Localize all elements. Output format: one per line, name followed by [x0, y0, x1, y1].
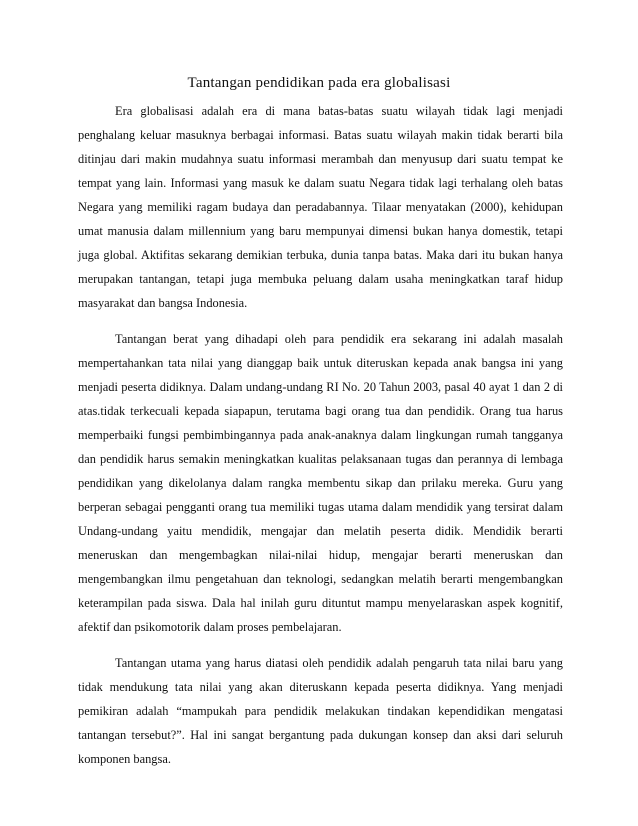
paragraph-line: Undang-undang yaitu mendidik, mengajar dan melatih peserta didik. Mendidik berarti	[78, 524, 563, 538]
paragraph-line: meneruskan dan mengembagkan nilai-nilai hidup, mengajar berarti meneruskan dan	[78, 548, 563, 562]
paragraph-line: juga global. Aktifitas sekarang demikian terbuka, dunia tanpa batas. Maka dari itu bukan hanya	[78, 248, 563, 262]
paragraph-line: berperan sebagai pengganti orang tua memiliki tugas utama dalam mendidik yang tersirat dalam	[78, 500, 563, 514]
paragraph-line: mengembangkan ilmu pengetahuan dan teknologi, sedangkan melatih berarti mengembangkan	[78, 572, 563, 586]
paragraph-line: penghalang keluar masuknya berbagai informasi. Batas suatu wilayah makin tidak berarti bila	[78, 128, 563, 142]
paragraph-1	[78, 99, 563, 315]
document-body	[78, 99, 563, 771]
paragraph-3	[78, 651, 563, 771]
paragraph-line: ditinjau dari makin mudahnya suatu informasi merambah dan menyusup dari suatu tempat ke	[78, 152, 563, 166]
paragraph-line: dan pendidik harus semakin meningkatkan kualitas pelaksanaan tugas dan perannya di lembaga	[78, 452, 563, 466]
document-title: Tantangan pendidikan pada era globalisasi	[187, 75, 451, 91]
paragraph-line: Era globalisasi adalah era di mana batas-batas suatu wilayah tidak lagi menjadi	[115, 104, 563, 118]
paragraph-line: atas.tidak terkecuali kepada siapapun, terutama bagi orang tua dan pendidik. Orang tua harus	[78, 404, 563, 418]
paragraph-line: pemikiran adalah “mampukah para pendidik melakukan tindakan kependidikan mengatasi	[78, 704, 563, 718]
paragraph-line: umat manusia dalam millennium yang baru mempunyai dimensi bukan hanya domestik, tetapi	[78, 224, 563, 238]
paragraph-line: komponen bangsa.	[78, 752, 171, 766]
paragraph-line: tidak mendukung tata nilai yang akan diteruskann kepada peserta didiknya. Yang menjadi	[78, 680, 563, 694]
paragraph-line: memperbaiki fungsi pembimbingannya pada anak-anaknya dalam lingkungan rumah tangganya	[78, 428, 563, 442]
paragraph-line: Negara yang memiliki ragam budaya dan peradabannya. Tilaar menyatakan (2000), kehidupan	[78, 200, 563, 214]
paragraph-line: menjadi peserta didiknya. Dalam undang-undang RI No. 20 Tahun 2003, pasal 40 ayat 1 dan 2 di	[78, 380, 563, 394]
paragraph-line: Tantangan berat yang dihadapi oleh para pendidik era sekarang ini adalah masalah	[115, 332, 563, 346]
paragraph-line: keterampilan pada siswa. Dala hal inilah guru dituntut mampu menyelaraskan aspek kognitif,	[78, 596, 563, 610]
paragraph-line: pendidikan yang dikelolanya dalam rangka membentu sikap dan prilaku mereka. Guru yang	[78, 476, 563, 490]
paragraph-line: afektif dan psikomotorik dalam proses pembelajaran.	[78, 620, 342, 634]
paragraph-line: masyarakat dan bangsa Indonesia.	[78, 296, 248, 310]
paragraph-line: merupakan tantangan, tetapi juga membuka peluang dalam usaha meningkatkan taraf hidup	[78, 272, 563, 286]
paragraph-line: mempertahankan tata nilai yang dianggap baik untuk diteruskan kepada anak bangsa ini yang	[78, 356, 563, 370]
paragraph-line: tempat yang lain. Informasi yang masuk ke dalam suatu Negara tidak lagi terhalang oleh batas	[78, 176, 563, 190]
paragraph-line: Tantangan utama yang harus diatasi oleh pendidik adalah pengaruh tata nilai baru yang	[115, 656, 563, 670]
paragraph-2	[78, 327, 563, 639]
paragraph-line: tantangan tersebut?”. Hal ini sangat bergantung pada dukungan konsep dan aksi dari seluruh	[78, 728, 563, 742]
